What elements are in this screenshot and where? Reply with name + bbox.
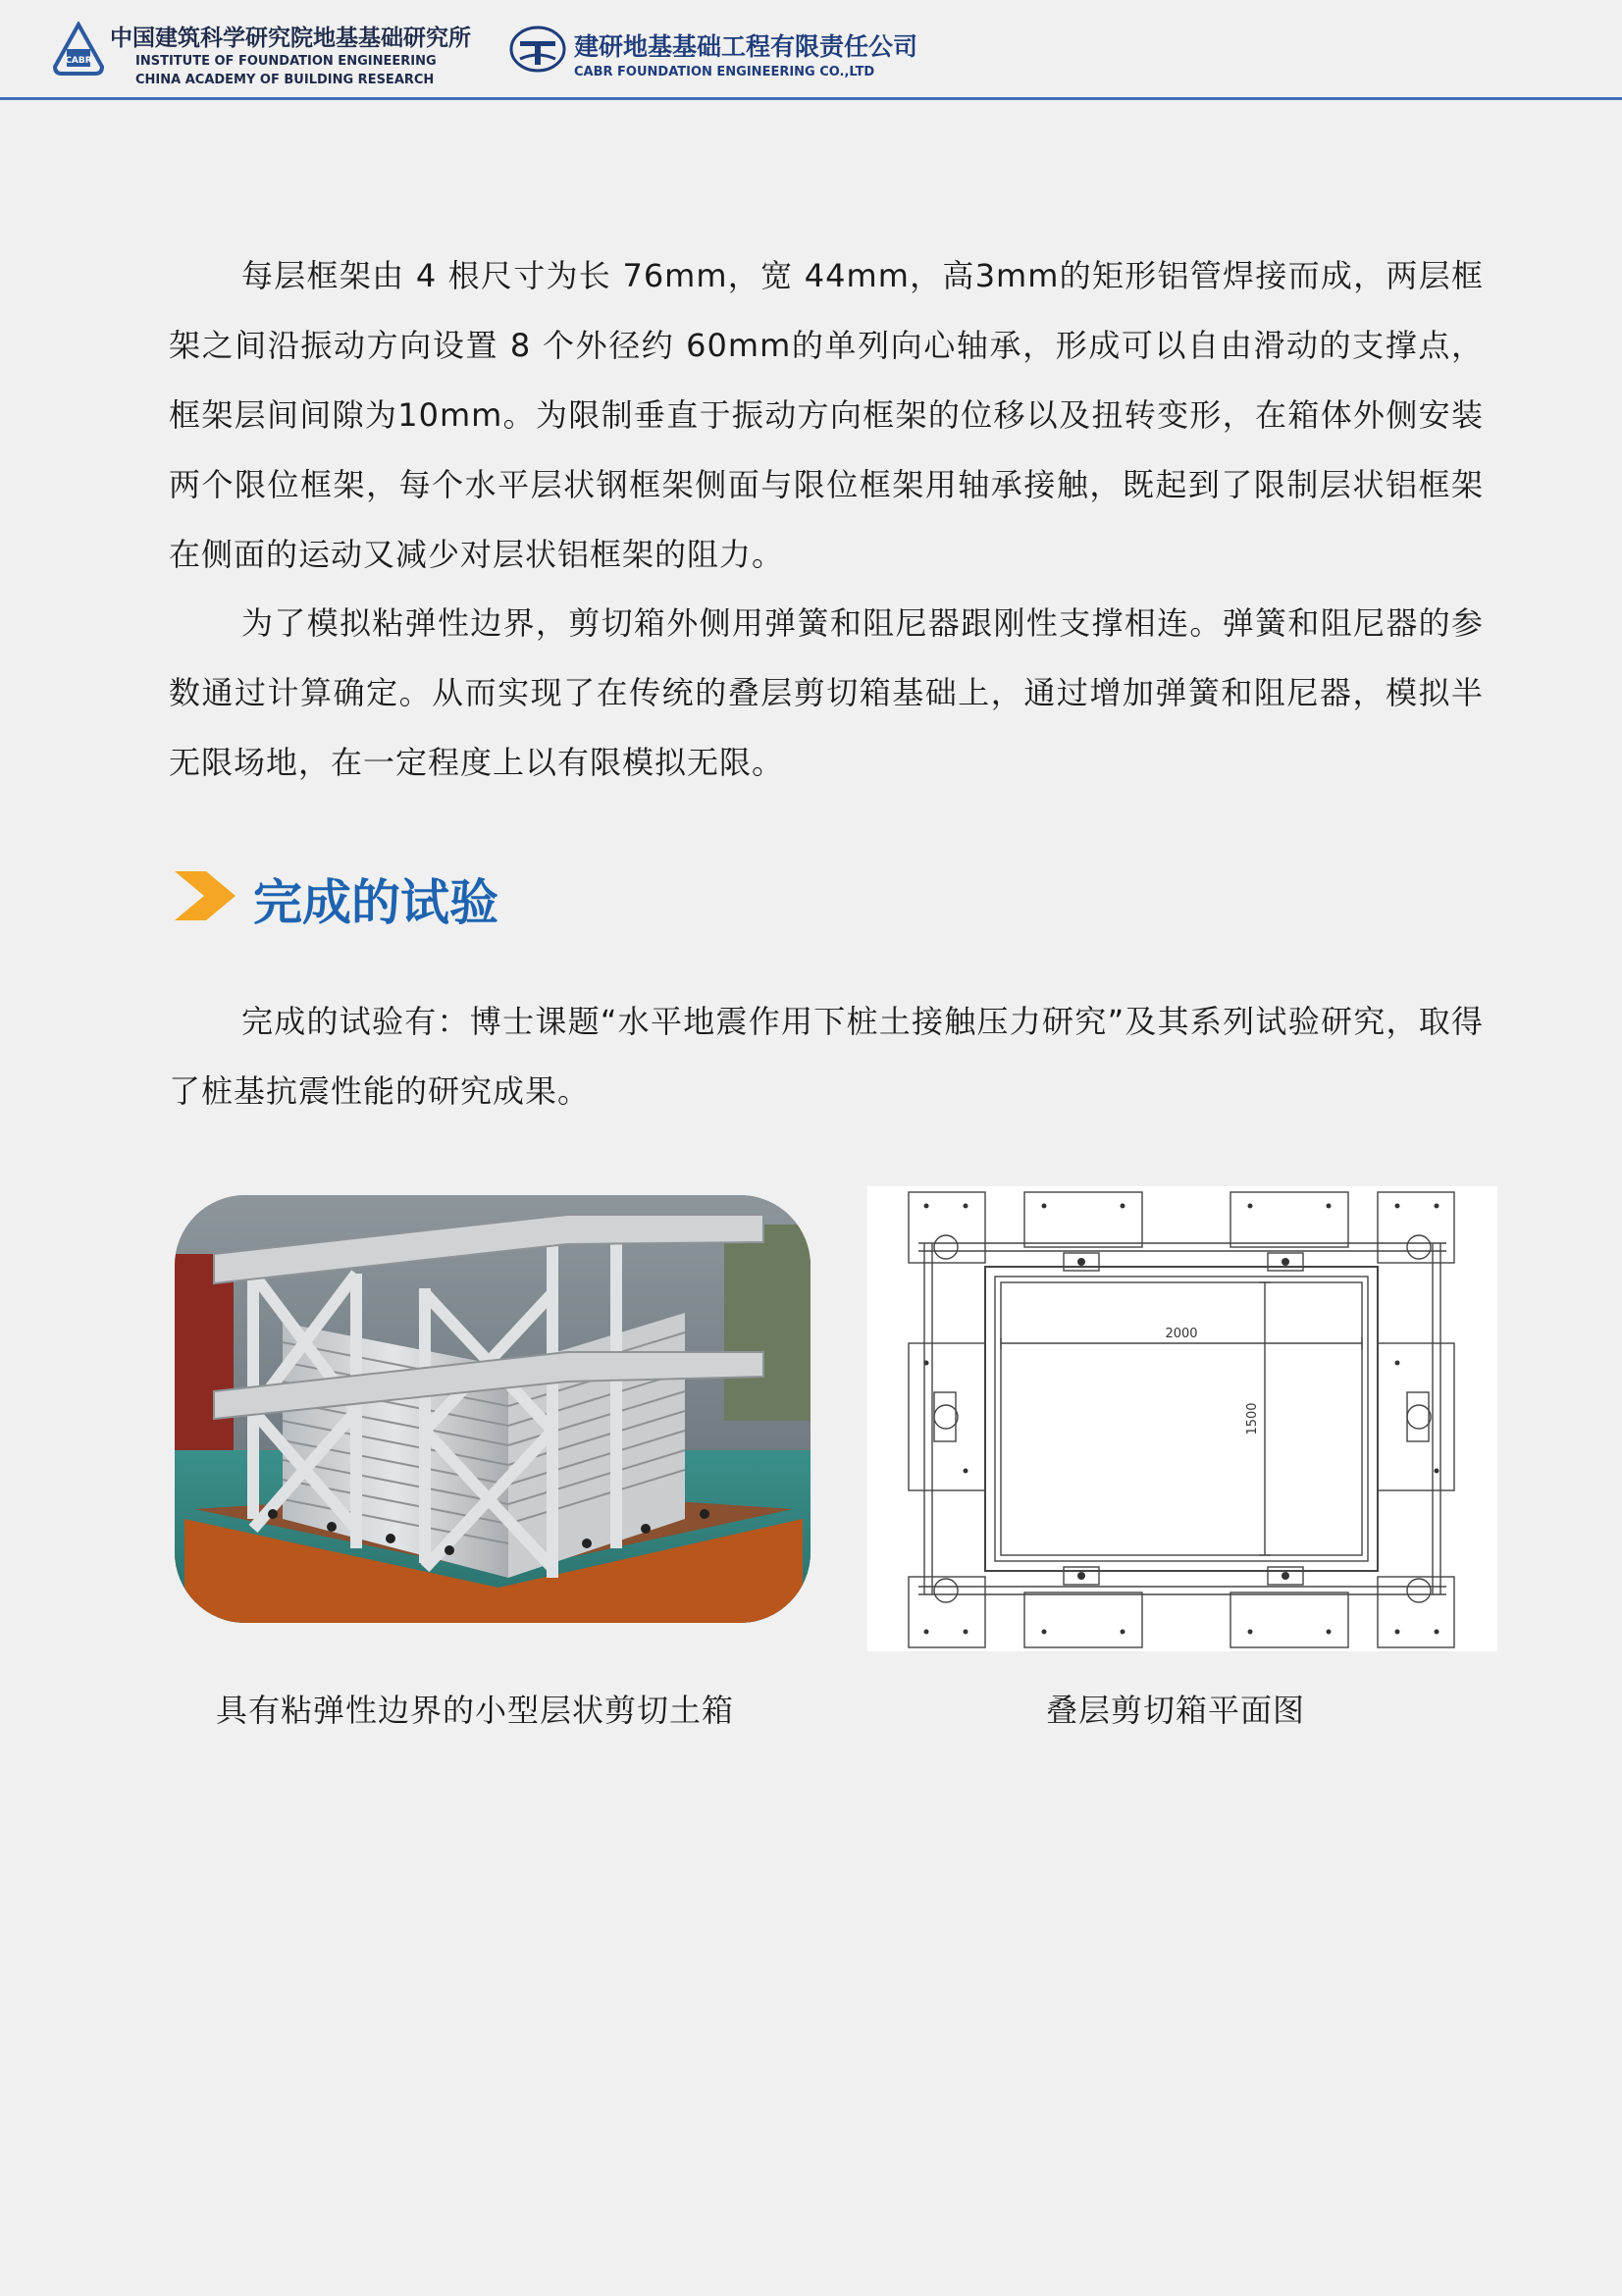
paragraph-viscoelastic-boundary: 为了模拟粘弹性边界，剪切箱外侧用弹簧和阻尼器跟刚性支撑相连。弹簧和阻尼器的参数通过计算确定。从而实现了在传统的叠层剪切箱基础上，通过增加弹簧和阻尼器，模拟半无限场地，在一定程度上以有限模拟无限。 bbox=[169, 604, 1484, 781]
shear-box-plan-drawing bbox=[867, 1186, 1497, 1651]
paragraph-completed-tests: 完成的试验有：博士课题“水平地震作用下桩土接触压力研究”及其系列试验研究，取得了桩基抗震性能的研究成果。 bbox=[169, 1003, 1484, 1110]
paragraph-frame-structure: 每层框架由 4 根尺寸为长 76mm，宽 44mm，高3mm的矩形铝管焊接而成，两层框架之间沿振动方向设置 8 个外径约 60mm的单列向心轴承，形成可以自由滑动的支撑点，框架层间间隙为10mm。为限制垂直于振动方向框架的位移以及扭转变形，在箱体外侧安装两个限位框架，每个水平层状钢框架侧面与限位框架用轴承接触，既起到了限制层状铝框架在侧面的运动又减少对层状铝框架的阻力。 bbox=[169, 257, 1484, 573]
institute-name-en-line1: INSTITUTE OF FOUNDATION ENGINEERING bbox=[135, 54, 437, 69]
chevron-right-icon bbox=[175, 871, 237, 920]
dimension-height-label: 1500 bbox=[1245, 1402, 1260, 1435]
institute-name-en-line2: CHINA ACADEMY OF BUILDING RESEARCH bbox=[135, 73, 435, 87]
institute-name-cn: 中国建筑科学研究院地基基础研究所 bbox=[110, 26, 471, 51]
institute-name bbox=[110, 20, 471, 89]
institute-logo-icon bbox=[51, 22, 106, 80]
shear-box-photo bbox=[175, 1195, 811, 1623]
dimension-width-label: 2000 bbox=[1165, 1327, 1198, 1341]
section-title: 完成的试验 bbox=[253, 874, 498, 931]
company-name-cn: 建研地基基础工程有限责任公司 bbox=[574, 32, 918, 61]
institute-logo-text: CABR bbox=[65, 56, 92, 66]
company-name-en: CABR FOUNDATION ENGINEERING CO.,LTD bbox=[574, 65, 875, 79]
page-header bbox=[0, 0, 1622, 100]
company-logo-icon bbox=[508, 24, 567, 78]
company-name bbox=[574, 27, 917, 79]
drawing-caption: 叠层剪切箱平面图 bbox=[1046, 1692, 1306, 1729]
photo-caption: 具有粘弹性边界的小型层状剪切土箱 bbox=[216, 1692, 735, 1729]
